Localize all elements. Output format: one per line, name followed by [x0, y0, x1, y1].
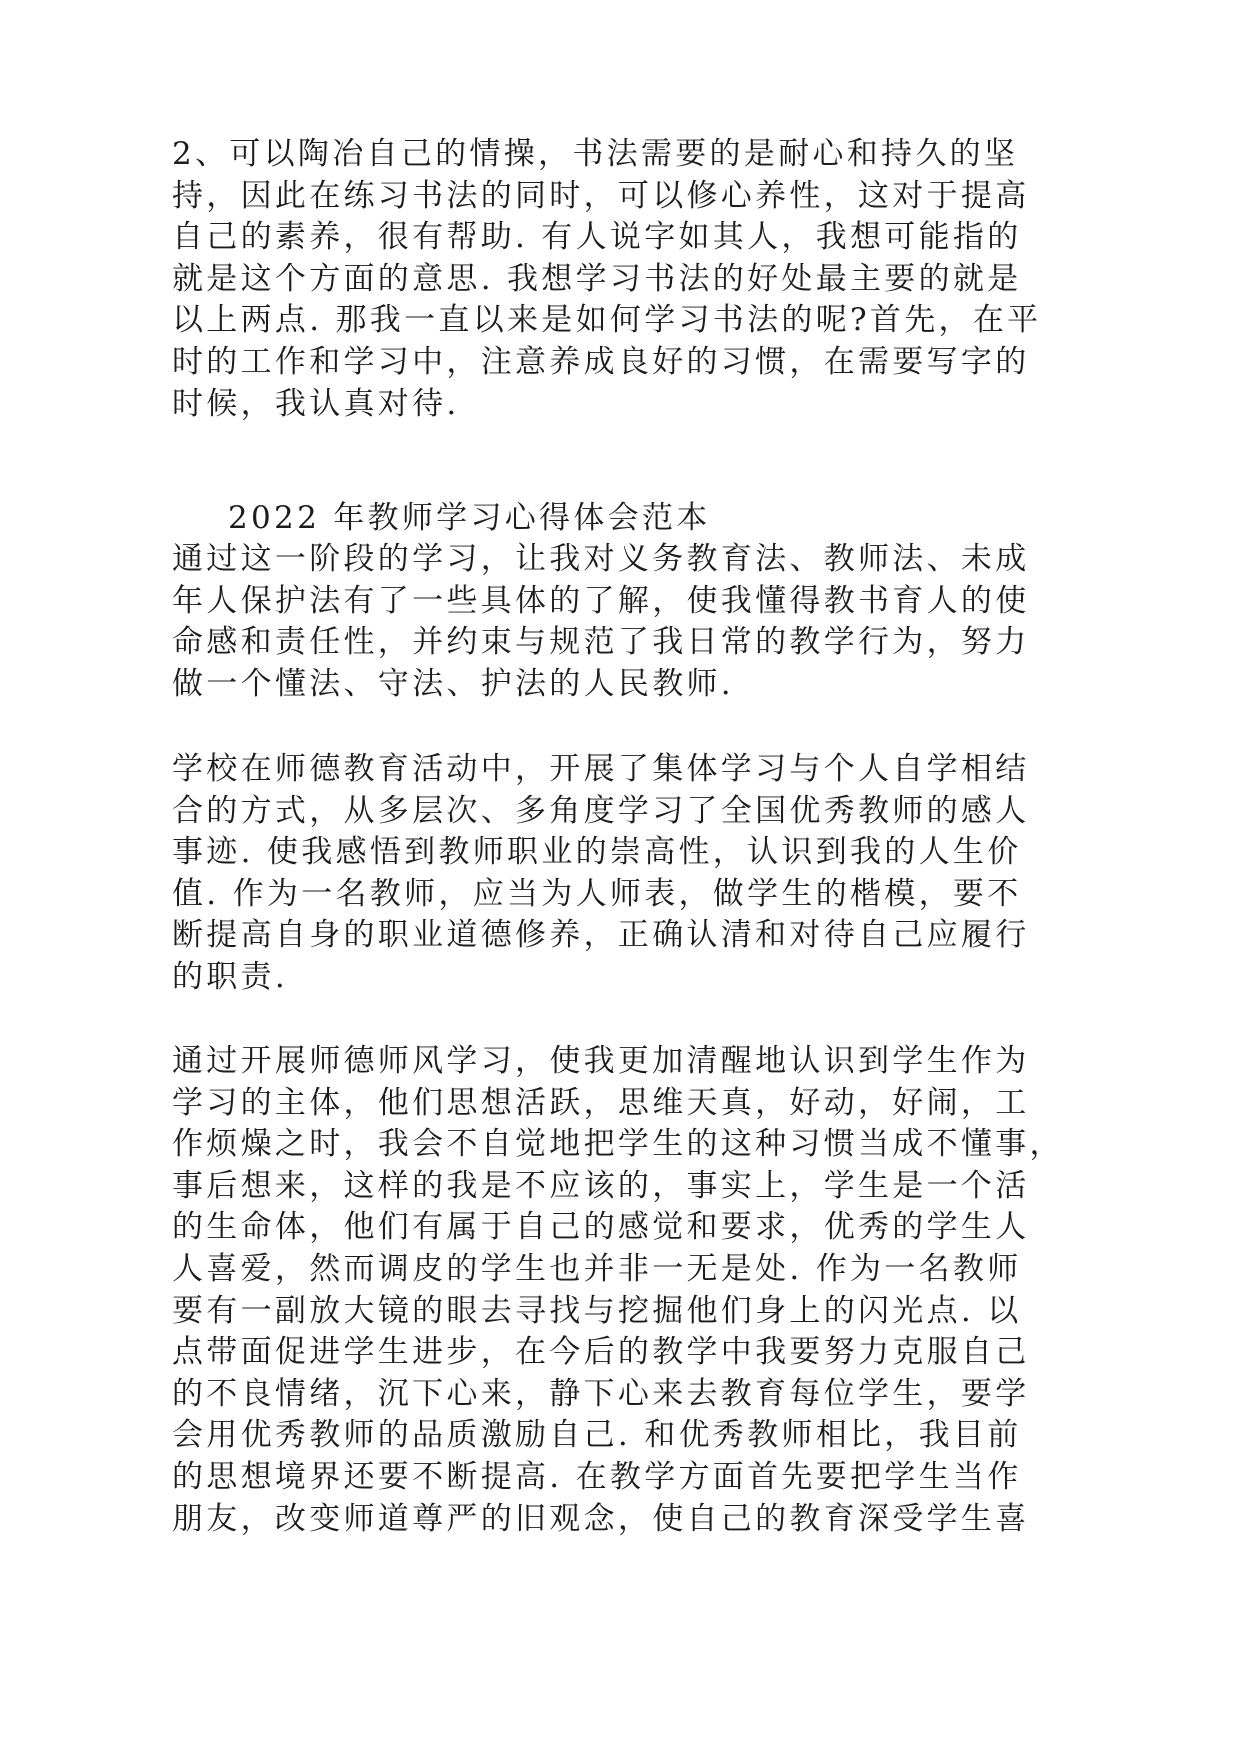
text-line: 通过这一阶段的学习，让我对义务教育法、教师法、未成: [172, 541, 1030, 577]
text-line: 事后想来，这样的我是不应该的，事实上，学生是一个活: [172, 1167, 1030, 1204]
text-line: 持，因此在练习书法的同时，可以修心养性，这对于提高: [172, 177, 1030, 214]
text-line: 作烦燥之时，我会不自觉地把学生的这种习惯当成不懂事，: [172, 1126, 1064, 1163]
text-line: 的不良情绪，沉下心来，静下心来去教育每位学生，要学: [172, 1375, 1030, 1412]
text-line: 学习的主体，他们思想活跃，思维天真，好动，好闹，工: [172, 1084, 1030, 1121]
text-line: 通过开展师德师风学习，使我更加清醒地认识到学生作为: [172, 1043, 1030, 1079]
text-line: 的职责.: [172, 958, 289, 995]
text-line: 朋友，改变师道尊严的旧观念，使自己的教育深受学生喜: [172, 1500, 1030, 1537]
text-line: 点带面促进学生进步，在今后的教学中我要努力克服自己: [172, 1334, 1030, 1371]
text-line: 时的工作和学习中，注意养成良好的习惯，在需要写字的: [172, 343, 1030, 380]
text-line: 2、可以陶冶自己的情操，书法需要的是耐心和持久的坚: [172, 136, 1019, 172]
text-line: 年人保护法有了一些具体的了解，使我懂得教书育人的使: [172, 582, 1030, 619]
text-line: 事迹. 使我感悟到教师职业的崇高性，认识到我的人生价: [172, 834, 1022, 871]
section-title: [228, 498, 711, 540]
paragraph-calligraphy-benefits: [172, 134, 1041, 425]
text-line: 时候，我认真对待.: [172, 385, 460, 422]
text-line: 自己的素养，很有帮助. 有人说字如其人，我想可能指的: [172, 219, 1022, 256]
section-title-text: 2022 年教师学习心得体会范本: [228, 500, 711, 536]
text-line: 要有一副放大镜的眼去寻找与挖掘他们身上的闪光点. 以: [172, 1292, 1022, 1329]
text-line: 断提高自身的职业道德修养，正确认清和对待自己应履行: [172, 917, 1030, 954]
text-line: 就是这个方面的意思. 我想学习书法的好处最主要的就是: [172, 260, 1022, 297]
text-line: 以上两点. 那我一直以来是如何学习书法的呢?首先，在平: [172, 302, 1042, 339]
paragraph-law-study: [172, 539, 1030, 705]
text-line: 的思想境界还要不断提高. 在教学方面首先要把学生当作: [172, 1458, 1022, 1495]
paragraph-teacher-ethics: [172, 749, 1030, 999]
text-line: 的生命体，他们有属于自己的感觉和要求，优秀的学生人: [172, 1209, 1030, 1246]
text-line: 做一个懂法、守法、护法的人民教师.: [172, 665, 734, 702]
text-line: 合的方式，从多层次、多角度学习了全国优秀教师的感人: [172, 792, 1030, 829]
text-line: 会用优秀教师的品质激励自己. 和优秀教师相比，我目前: [172, 1417, 1022, 1454]
text-line: 命感和责任性，并约束与规范了我日常的教学行为，努力: [172, 624, 1030, 661]
text-line: 学校在师德教育活动中，开展了集体学习与个人自学相结: [172, 751, 1030, 787]
text-line: 人喜爱，然而调皮的学生也并非一无是处. 作为一名教师: [172, 1250, 1022, 1287]
text-line: 值. 作为一名教师，应当为人师表，做学生的楷模，要不: [172, 875, 1022, 912]
paragraph-student-centered: [172, 1041, 1064, 1540]
